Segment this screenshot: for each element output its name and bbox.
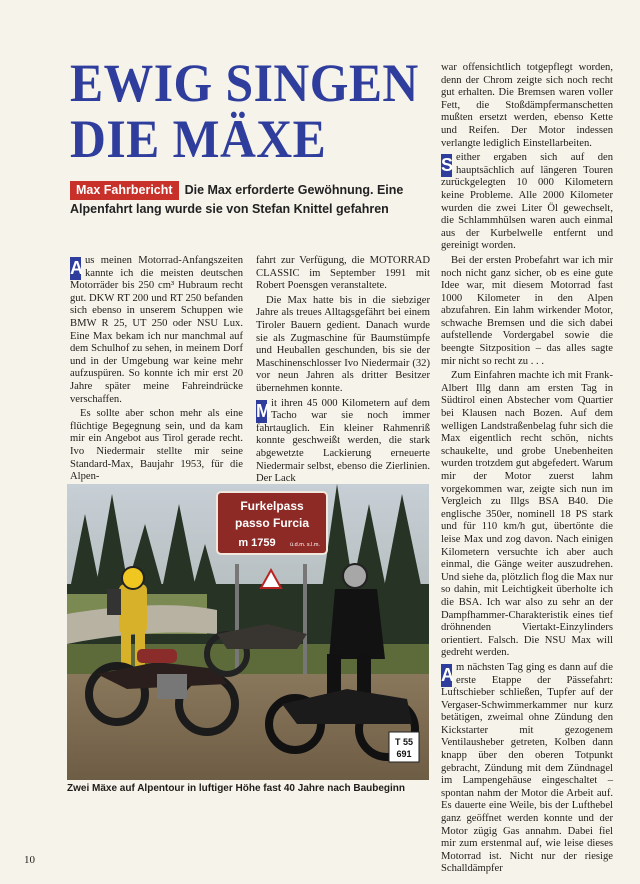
drop-cap: M [256, 400, 271, 421]
deck-text: Die Max erforderte Gewöhnung. Eine Alpenfahrt lang wurde sie von Stefan Knittel gefahren [70, 183, 404, 216]
paragraph-text: fahrt zur Verfügung, die MOTORRAD CLASSIC im September 1991 mit Robert Poensgen veranstaltete. [256, 255, 430, 292]
paragraph [441, 662, 613, 876]
article-column-1 [70, 255, 243, 486]
photo-caption: Zwei Mäxe auf Alpentour in luftiger Höhe fast 40 Jahre nach Baubeginn [67, 783, 406, 794]
sign-line-2: passo Furcia [234, 516, 310, 530]
article-column-3 [441, 62, 613, 878]
headline [70, 53, 419, 169]
sign-altitude: m 1759 [238, 537, 276, 549]
page-number: 10 [24, 854, 35, 866]
paragraph-text: it ihren 45 000 Kilometern auf dem Tacho war sie noch immer fahrtauglich. Ein kleiner Rahmenriß konnte geschweißt werden, die stark abgewetzte Lackierung erneuerte Niedermair selbst, ebenso die Zierlinien. Der Lack [256, 397, 430, 485]
plate-line-2: 691 [396, 749, 412, 759]
headline-line-2: DIE MÄXE [70, 109, 327, 169]
paragraph-text: war offensichtlich totgepflegt worden, denn der Chrom zeigte sich noch recht gut erhalten. Die Bremsen waren voller Fett, die Stoßdämpfermanschetten mußten ersetzt werden, ebenso Kette und Reifen. Der Motor indessen verlangte lediglich Einstellarbeiten. [441, 62, 613, 149]
drop-cap: A [70, 258, 83, 278]
paragraph [256, 255, 430, 293]
article-photo [67, 484, 429, 780]
paragraph [441, 370, 613, 660]
sign-unit: ü.d.m. s.l.m. [290, 542, 320, 548]
paragraph-text: Bei der ersten Probefahrt war ich mir noch nicht ganz sicher, ob es eine gute Idee war, mit diesem Motorrad fast 1000 Kilometer in den Alpen abzufahren. Ein lahm wirkender Motor, schwache Bremsen und die sich dabei aufstellende Vordergabel sowie die beengte Sitzposition – das alles sagte mir nicht so recht zu . . . [441, 254, 613, 367]
drop-cap: S [441, 155, 454, 176]
headline-line-1: EWIG SINGEN [70, 53, 419, 113]
paragraph-text: m nächsten Tag ging es dann auf die erste Etappe der Pässefahrt: Luftschieber schließen, Tupfer auf der Vergaser-Schwimmerkammer nur kurz betätigen, zweimal ohne Zündung den Kickstarter mit gezogenem Ventilausheber getreten, Kolben dann knapp über den oberen Totpunkt gebracht, Zündung mit dem Zündnagel im Lampengehäuse eingeschaltet – spontan nahm der Motor die Arbeit auf. Es dauerte eine Weile, bis der Lufthebel ganz geöffnet werden konnte und der Motor zügig Gas annahm. Dabei fiel mir zum erstenmal auf, wie leise dieses Motorrad ist. Nicht nur der riesige Schalldämpfer [441, 661, 613, 875]
photo-scene [67, 484, 429, 780]
paragraph-text: Es sollte aber schon mehr als eine flüchtige Begegnung sein, und da kam mir ein Angebot aus Tirol gerade recht. Ivo Niedermair stellte mir seine Standard-Max, Baujahr 1953, für die Alpen- [70, 408, 243, 483]
paragraph [441, 255, 613, 368]
paragraph [256, 398, 430, 486]
drop-cap: A [441, 664, 454, 685]
paragraph [70, 255, 243, 406]
paragraph [256, 295, 430, 396]
paragraph-text: us meinen Motorrad-Anfangszeiten kannte ich die meisten deutschen Motorräder bis 250 cm³ Hubraum recht gut. DKW RT 200 und RT 250 befanden sich ebenso in unserem Schuppen wie BMW R 25, UT 250 oder NSU Lux. Eine Max bekam ich nur manchmal auf dem Schulhof zu sehen, in meinem Dorf und in der Umgebung war keine mehr aufzuspüren. So konnte ich mir erst 20 Jahre später meine Fahreindrücke verschaffen. [70, 255, 243, 405]
paragraph-text: Die Max hatte bis in die siebziger Jahre als treues Alltagsgefährt bei einem Tiroler Bauern gedient. Danach wurde sie als Zugmaschine für Baumstümpfe und Heuballen geschunden, bis sie der Maschinenschlosser Ivo Niedermair (32) vor neun Jahren als dritter Besitzer übernehmen konnte. [256, 294, 430, 394]
paragraph [441, 62, 613, 150]
deck [70, 181, 440, 219]
article-column-2 [256, 255, 430, 488]
sign-line-1: Furkelpass [240, 499, 304, 513]
plate-line-1: T 55 [394, 737, 414, 747]
section-tag: Max Fahrbericht [70, 181, 179, 200]
paragraph [70, 408, 243, 484]
pass-sign [217, 492, 327, 554]
paragraph-text: Zum Einfahren machte ich mit Frank-Albert Illg dann am ersten Tag in Südtirol einen Abstecher vom Quartier bei Klausen nach Bozen. Auf dem welligen Landstraßenbelag fuhr sich die Max eigentlich recht schön, nichts schaukelte, und grobe Unebenheiten wurden trotzdem gut abgefedert. Warum mir der Motor zuerst lahm vorgekommen war, zeigte sich nun im Vergleich zu Illgs BSA B40. Die englische 350er, nominell 18 PS stark und für 110 km/h gut, übertönte die leise Max und zog davon. Nach einigen Kilometern versuchte ich aber auch einmal, die Gänge weiter auszudrehen. Und siehe da, plötzlich flog die Max nur so dahin, mit Leichtigkeit überholte ich die BSA. Ich war also zu sehr an der Dampfhammer-Charakteristik eines tief dröhnenden Viertakt-Einzylinders orientiert. Falsch. Die NSU Max will gedreht werden. [441, 370, 613, 659]
paragraph [441, 152, 613, 253]
paragraph-text: either ergaben sich auf den hauptsächlich auf längeren Touren zurückgelegten 10 000 Kilometern keine Probleme. Alle 2000 Kilometer wurden die zwei Liter Öl gewechselt, die Schlammhülsen waren auch einmal aus der Kurbelwelle entfernt und gereinigt worden. [441, 152, 613, 252]
